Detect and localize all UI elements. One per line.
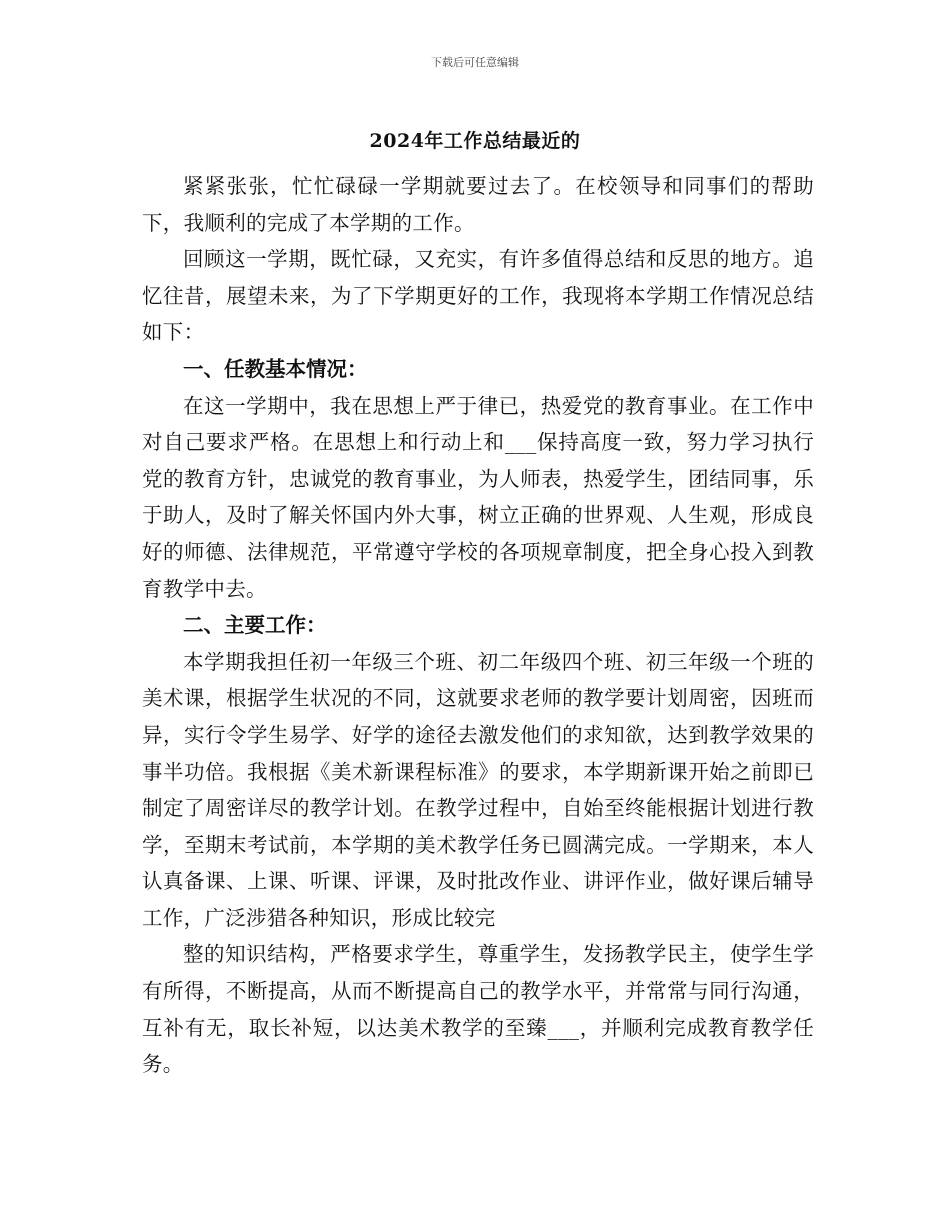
paragraph-intro: 紧紧张张，忙忙碌碌一学期就要过去了。在校领导和同事们的帮助下，我顺利的完成了本学期的工作。	[142, 174, 814, 235]
document-body	[142, 168, 814, 1083]
paragraph-main-work: 本学期我担任初一年级三个班、初二年级四个班、初三年级一个班的美术课，根据学生状况的不同，这就要求老师的教学要计划周密，因班而异，实行令学生易学、好学的途径去激发他们的求知欲，达到教学效果的事半功倍。我根据《美术新课程标准》的要求，本学期新课开始之前即已制定了周密详尽的教学计划。在教学过程中，自始至终能根据计划进行教学，至期末考试前，本学期的美术教学任务已圆满完成。一学期来，本人认真备课、上课、听课、评课，及时批改作业、讲评作业，做好课后辅导工作，广泛涉猎各种知识，形成比较完	[142, 649, 814, 930]
paragraph-teaching-basics: 在这一学期中，我在思想上严于律已，热爱党的教育事业。在工作中对自己要求严格。在思想上和行动上和___保持高度一致，努力学习执行党的教育方针，忠诚党的教育事业，为人师表，热爱学生，团结同事，乐于助人，及时了解关怀国内外大事，树立正确的世界观、人生观，形成良好的师德、法律规范，平常遵守学校的各项规章制度，把全身心投入到教育教学中去。	[142, 393, 814, 601]
paragraph-review: 回顾这一学期，既忙碌，又充实，有许多值得总结和反思的地方。追忆往昔，展望未来，为了下学期更好的工作，我现将本学期工作情况总结如下：	[142, 247, 814, 345]
header-note: 下载后可任意编辑	[431, 56, 519, 69]
paragraph-main-work-continued: 整的知识结构，严格要求学生，尊重学生，发扬教学民主，使学生学有所得，不断提高，从而不断提高自己的教学水平，并常常与同行沟通，互补有无，取长补短，以达美术教学的至臻___，并顺利完成教育教学任务。	[142, 942, 814, 1077]
section-heading-teaching-basics: 一、任教基本情况：	[183, 356, 368, 381]
document-title: 2024年工作总结最近的	[369, 130, 581, 152]
section-heading-main-work: 二、主要工作：	[183, 613, 327, 638]
